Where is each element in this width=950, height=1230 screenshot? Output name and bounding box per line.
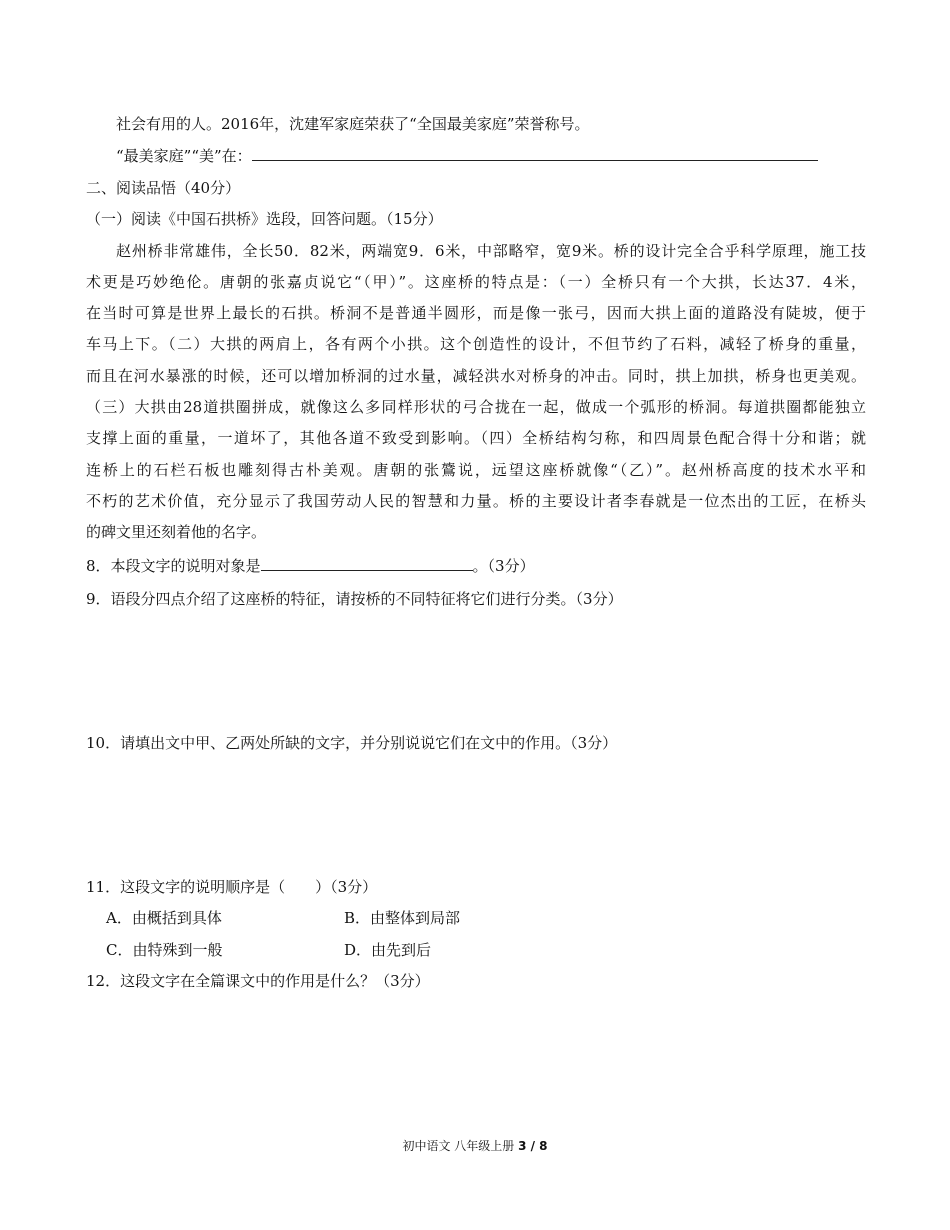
question-8-text: 8．本段文字的说明对象是: [86, 557, 261, 575]
passage-line: 不朽的艺术价值，充分显示了我国劳动人民的智慧和力量。桥的主要设计者李春就是一位杰出的工匠，在桥头: [86, 492, 866, 510]
passage-line: 术更是巧妙绝伦。唐朝的张嘉贞说它“（甲）”。这座桥的特点是：（一）全桥只有一个大拱，长达37．4米，: [86, 273, 866, 291]
option-d[interactable]: D．由先到后: [344, 941, 432, 959]
passage-line: 车马上下。（二）大拱的两肩上，各有两个小拱。这个创造性的设计，不但节约了石料，减轻了桥身的重量，: [86, 335, 866, 353]
option-c[interactable]: C．由特殊到一般: [106, 941, 223, 959]
best-family-prompt: [116, 146, 818, 166]
page-number: 3 / 8: [518, 1139, 548, 1153]
question-10: 10．请填出文中甲、乙两处所缺的文字，并分别说说它们在文中的作用。（3分）: [86, 734, 618, 752]
question-10-answer-area[interactable]: [86, 760, 866, 870]
footer-course: 初中语文 八年级上册: [402, 1139, 519, 1153]
passage-line: 的碑文里还刻着他的名字。: [86, 523, 267, 541]
passage-line: 支撑上面的重量，一道坏了，其他各道不致受到影响。（四）全桥结构匀称，和四周景色配合得十分和谐；就: [86, 429, 866, 447]
best-family-answer-blank[interactable]: [252, 146, 818, 161]
section-heading: 二、阅读品悟（40分）: [86, 179, 241, 197]
question-12-answer-area[interactable]: [86, 998, 866, 1118]
question-8-points: 。（3分）: [472, 557, 535, 575]
question-9: 9．语段分四点介绍了这座桥的特征，请按桥的不同特征将它们进行分类。（3分）: [86, 590, 623, 608]
passage-line: 而且在河水暴涨的时候，还可以增加桥洞的过水量，减轻洪水对桥身的冲击。同时，拱上加拱，桥身也更美观。: [86, 367, 866, 385]
subsection-heading: （一）阅读《中国石拱桥》选段，回答问题。（15分）: [86, 210, 443, 228]
question-11: 11．这段文字的说明顺序是（ ）（3分）: [86, 878, 378, 896]
passage-line: 赵州桥非常雄伟，全长50．82米，两端宽9．6米，中部略窄，宽9米。桥的设计完全合乎科学原理，施工技: [116, 242, 866, 260]
page-footer: [0, 1138, 950, 1154]
continuation-line: 社会有用的人。2016年，沈建军家庭荣获了“全国最美家庭”荣誉称号。: [116, 115, 590, 133]
question-9-answer-area[interactable]: [86, 615, 866, 725]
passage-line: 连桥上的石栏石板也雕刻得古朴美观。唐朝的张鷟说，远望这座桥就像“（乙）”。赵州桥高度的技术水平和: [86, 461, 866, 479]
option-b[interactable]: B．由整体到局部: [344, 909, 461, 927]
passage-line: 在当时可算是世界上最长的石拱。桥洞不是普通半圆形，而是像一张弓，因而大拱上面的道路没有陡坡，便于: [86, 304, 866, 322]
question-8: [86, 556, 535, 576]
question-8-answer-blank[interactable]: [261, 556, 473, 571]
passage-line: （三）大拱由28道拱圈拼成，就像这么多同样形状的弓合拢在一起，做成一个弧形的桥洞。每道拱圈都能独立: [86, 398, 866, 416]
question-12: 12．这段文字在全篇课文中的作用是什么？（3分）: [86, 972, 430, 990]
option-a[interactable]: A．由概括到具体: [106, 909, 222, 927]
best-family-prompt-label: “最美家庭”“美”在：: [116, 147, 252, 165]
